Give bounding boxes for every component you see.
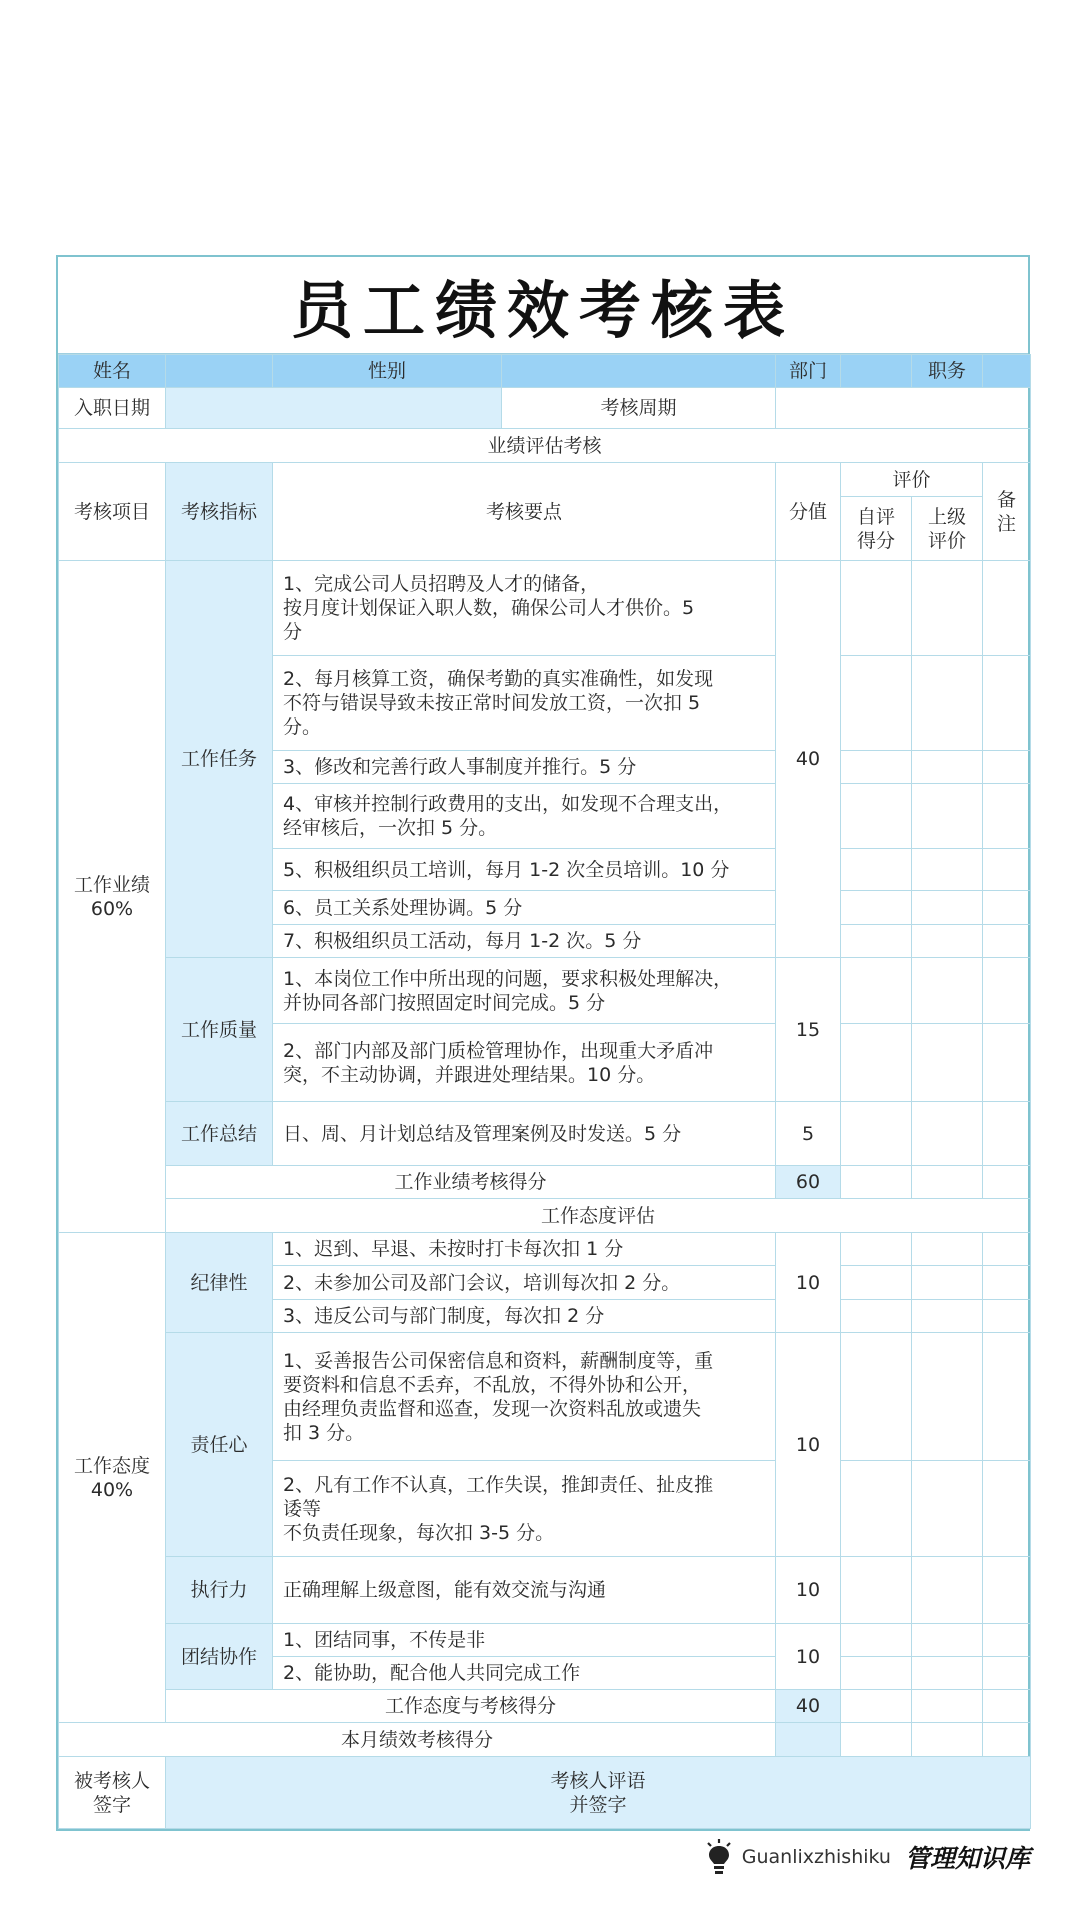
self-score-cell[interactable] [841,751,912,784]
lightbulb-icon [704,1838,734,1876]
remark-cell[interactable] [983,1624,1031,1657]
dept-input-cell[interactable] [841,355,912,388]
self-score-cell[interactable] [841,1102,912,1166]
self-score-cell[interactable] [841,925,912,958]
task-point-7: 7、积极组织员工活动，每月 1-2 次。5 分 [273,925,776,958]
self-score-cell[interactable] [841,1657,912,1690]
header-dept-label: 部门 [776,355,841,388]
superior-score-cell[interactable] [912,1333,983,1461]
indicator-summary: 工作总结 [166,1102,273,1166]
discipline-point-1: 1、迟到、早退、未按时打卡每次扣 1 分 [273,1233,776,1266]
self-score-cell[interactable] [841,1233,912,1266]
remark-cell[interactable] [983,891,1031,925]
remark-cell[interactable] [983,1657,1031,1690]
remark-cell[interactable] [983,1690,1031,1723]
reviewer-comment-label[interactable]: 考核人评语 并签字 [166,1757,1031,1829]
discipline-point-2: 2、未参加公司及部门会议，培训每次扣 2 分。 [273,1266,776,1300]
task-score: 40 [776,561,841,958]
section-att-title: 工作态度评估 [166,1199,1031,1233]
superior-score-cell[interactable] [912,1024,983,1102]
quality-point-2: 2、部门内部及部门质检管理协作，出现重大矛盾冲 突，不主动协调，并跟进处理结果。10 分。 [273,1024,776,1102]
quality-point-1: 1、本岗位工作中所出现的问题，要求积极处理解决， 并协同各部门按照固定时间完成。5 分 [273,958,776,1024]
period-input-cell[interactable] [776,388,1031,429]
indicator-quality: 工作质量 [166,958,273,1102]
form-title: 员工绩效考核表 [58,257,1028,354]
self-score-cell[interactable] [841,1300,912,1333]
indicator-execution: 执行力 [166,1557,273,1624]
brand-chinese: 管理知识库 [904,1844,1030,1873]
quality-score: 15 [776,958,841,1102]
month-total-label: 本月绩效考核得分 [59,1723,776,1757]
superior-score-cell[interactable] [912,891,983,925]
superior-score-cell[interactable] [912,1166,983,1199]
task-point-4: 4、审核并控制行政费用的支出，如发现不合理支出， 经审核后，一次扣 5 分。 [273,784,776,849]
self-score-cell[interactable] [841,1333,912,1461]
brand-footer [704,1838,1030,1876]
att-total-label: 工作态度与考核得分 [166,1690,776,1723]
superior-score-cell[interactable] [912,1690,983,1723]
summary-point: 日、周、月计划总结及管理案例及时发送。5 分 [273,1102,776,1166]
header-gender-label: 性别 [273,355,502,388]
appraisal-table [58,354,1031,1829]
responsibility-point-2: 2、凡有工作不认真，工作失误，推卸责任、扯皮推 诿等 不负责任现象，每次扣 3-5 分。 [273,1461,776,1557]
superior-score-cell[interactable] [912,1102,983,1166]
task-point-1: 1、完成公司人员招聘及人才的储备， 按月度计划保证入职人数，确保公司人才供价。5 分 [273,561,776,656]
name-input-cell[interactable] [166,355,273,388]
self-score-cell[interactable] [841,1266,912,1300]
remark-cell[interactable] [983,925,1031,958]
period-label: 考核周期 [502,388,776,429]
indicator-discipline: 纪律性 [166,1233,273,1333]
col-eval-header: 评价 [841,463,983,497]
superior-score-cell[interactable] [912,925,983,958]
superior-score-cell[interactable] [912,1723,983,1757]
self-score-cell[interactable] [841,1723,912,1757]
remark-cell[interactable] [983,784,1031,849]
task-point-2: 2、每月核算工资，确保考勤的真实准确性，如发现 不符与错误导致未按正常时间发放工资，一次扣 5 分。 [273,656,776,751]
execution-point: 正确理解上级意图，能有效交流与沟通 [273,1557,776,1624]
superior-score-cell[interactable] [912,1300,983,1333]
header-position-label: 职务 [912,355,983,388]
remark-cell[interactable] [983,656,1031,751]
indicator-task: 工作任务 [166,561,273,958]
discipline-point-3: 3、违反公司与部门制度，每次扣 2 分 [273,1300,776,1333]
self-score-cell[interactable] [841,784,912,849]
remark-cell[interactable] [983,1300,1031,1333]
section-perf-title: 业绩评估考核 [59,429,1031,463]
superior-score-cell[interactable] [912,1233,983,1266]
remark-cell[interactable] [983,958,1031,1024]
self-score-cell[interactable] [841,849,912,891]
col-superior-header: 上级 评价 [912,497,983,561]
superior-score-cell[interactable] [912,849,983,891]
remark-cell[interactable] [983,1557,1031,1624]
perf-total-label: 工作业绩考核得分 [166,1166,776,1199]
self-score-cell[interactable] [841,656,912,751]
superior-score-cell[interactable] [912,751,983,784]
remark-cell[interactable] [983,561,1031,656]
col-item-header: 考核项目 [59,463,166,561]
brand-english: Guanlixzhishiku [741,1846,891,1868]
remark-cell[interactable] [983,1166,1031,1199]
perf-item-label: 工作业绩 60% [59,561,166,1233]
att-item-label: 工作态度 40% [59,1233,166,1723]
join-date-input-cell[interactable] [166,388,502,429]
self-score-cell[interactable] [841,561,912,656]
superior-score-cell[interactable] [912,958,983,1024]
superior-score-cell[interactable] [912,1557,983,1624]
remark-cell[interactable] [983,1233,1031,1266]
col-points-header: 考核要点 [273,463,776,561]
position-input-cell[interactable] [983,355,1031,388]
teamwork-score: 10 [776,1624,841,1690]
remark-cell[interactable] [983,849,1031,891]
col-indicator-header: 考核指标 [166,463,273,561]
task-point-6: 6、员工关系处理协调。5 分 [273,891,776,925]
responsibility-point-1: 1、妥善报告公司保密信息和资料，薪酬制度等，重 要资料和信息不丢弃，不乱放，不得外协和公开， 由经理负责监督和巡查，发现一次资料乱放或遗失 扣 3 分。 [273,1333,776,1461]
perf-total-score: 60 [776,1166,841,1199]
employee-signature-label: 被考核人 签字 [59,1757,166,1829]
self-score-cell[interactable] [841,1166,912,1199]
header-name-label: 姓名 [59,355,166,388]
remark-cell[interactable] [983,1102,1031,1166]
remark-cell[interactable] [983,1723,1031,1757]
remark-cell[interactable] [983,1266,1031,1300]
summary-score: 5 [776,1102,841,1166]
execution-score: 10 [776,1557,841,1624]
col-self-header: 自评 得分 [841,497,912,561]
teamwork-point-1: 1、团结同事，不传是非 [273,1624,776,1657]
superior-score-cell[interactable] [912,1461,983,1557]
join-date-label: 入职日期 [59,388,166,429]
self-score-cell[interactable] [841,891,912,925]
self-score-cell[interactable] [841,1024,912,1102]
indicator-responsibility: 责任心 [166,1333,273,1557]
remark-cell[interactable] [983,1024,1031,1102]
col-remark-header: 备 注 [983,463,1031,561]
remark-cell[interactable] [983,751,1031,784]
month-total-score-cell[interactable] [776,1723,841,1757]
self-score-cell[interactable] [841,1461,912,1557]
superior-score-cell[interactable] [912,784,983,849]
self-score-cell[interactable] [841,958,912,1024]
self-score-cell[interactable] [841,1690,912,1723]
superior-score-cell[interactable] [912,1624,983,1657]
remark-cell[interactable] [983,1333,1031,1461]
remark-cell[interactable] [983,1461,1031,1557]
discipline-score: 10 [776,1233,841,1333]
indicator-teamwork: 团结协作 [166,1624,273,1690]
superior-score-cell[interactable] [912,561,983,656]
att-total-score: 40 [776,1690,841,1723]
superior-score-cell[interactable] [912,1657,983,1690]
self-score-cell[interactable] [841,1557,912,1624]
task-point-5: 5、积极组织员工培训，每月 1-2 次全员培训。10 分 [273,849,776,891]
gender-input-cell[interactable] [502,355,776,388]
responsibility-score: 10 [776,1333,841,1557]
superior-score-cell[interactable] [912,656,983,751]
appraisal-form [56,255,1030,1831]
superior-score-cell[interactable] [912,1266,983,1300]
task-point-3: 3、修改和完善行政人事制度并推行。5 分 [273,751,776,784]
col-score-header: 分值 [776,463,841,561]
teamwork-point-2: 2、能协助，配合他人共同完成工作 [273,1657,776,1690]
self-score-cell[interactable] [841,1624,912,1657]
